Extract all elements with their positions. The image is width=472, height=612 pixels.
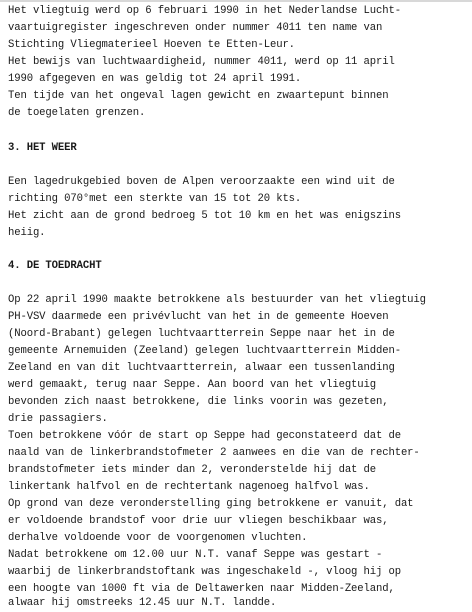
course-line: Zeeland en van dit luchtvaartterrein, alwaar een tussenlanding xyxy=(8,362,395,374)
course-line: (Noord-Brabant) gelegen luchtvaartterrein Seppe naar het in de xyxy=(8,328,395,340)
weather-line: Het zicht aan de grond bedroeg 5 tot 10 km en het was enigszins xyxy=(8,210,401,222)
section-heading-weather: 3. HET WEER xyxy=(8,142,77,154)
intro-line: Ten tijde van het ongeval lagen gewicht en zwaartepunt binnen xyxy=(8,90,389,102)
intro-line: vaartuigregister ingeschreven onder nummer 4011 ten name van xyxy=(8,22,383,34)
course-line: alwaar hij omstreeks 12.45 uur N.T. landde. xyxy=(8,597,277,609)
course-line: brandstofmeter iets minder dan 2, veronderstelde hij dat de xyxy=(8,464,377,476)
course-line: werd gemaakt, terug naar Seppe. Aan boord van het vliegtuig xyxy=(8,379,377,391)
page-top-edge xyxy=(0,0,472,2)
weather-line: richting 070°met een sterkte van 15 tot 20 kts. xyxy=(8,193,302,205)
course-line: Nadat betrokkene om 12.00 uur N.T. vanaf Seppe was gestart - xyxy=(8,549,383,561)
course-line: gemeente Arnemuiden (Zeeland) gelegen luchtvaartterrein Midden- xyxy=(8,345,401,357)
course-line: PH-VSV daarmede een privévlucht van het in de gemeente Hoeven xyxy=(8,311,389,323)
intro-line: de toegelaten grenzen. xyxy=(8,107,146,119)
course-line: een hoogte van 1000 ft via de Deltawerken naar Midden-Zeeland, xyxy=(8,583,395,595)
course-line: drie passagiers. xyxy=(8,413,108,425)
intro-line: Het bewijs van luchtwaardigheid, nummer 4011, werd op 11 april xyxy=(8,56,395,68)
course-line: er voldoende brandstof voor drie uur vliegen beschikbaar was, xyxy=(8,515,389,527)
course-line: Op 22 april 1990 maakte betrokkene als bestuurder van het vliegtuig xyxy=(8,294,426,306)
course-line: derhalve voldoende voor de voorgenomen vluchten. xyxy=(8,532,308,544)
course-line: Op grond van deze veronderstelling ging betrokkene er vanuit, dat xyxy=(8,498,414,510)
intro-line: Het vliegtuig werd op 6 februari 1990 in het Nederlandse Lucht- xyxy=(8,5,401,17)
course-line: linkertank halfvol en de rechtertank nagenoeg halfvol was. xyxy=(8,481,370,493)
intro-line: 1990 afgegeven en was geldig tot 24 april 1991. xyxy=(8,73,302,85)
weather-line: heiig. xyxy=(8,227,46,239)
course-line: waarbij de linkerbrandstoftank was ingeschakeld -, vloog hij op xyxy=(8,566,401,578)
course-line: bevonden zich naast betrokkene, die links voorin was gezeten, xyxy=(8,396,389,408)
weather-line: Een lagedrukgebied boven de Alpen veroorzaakte een wind uit de xyxy=(8,176,395,188)
course-line: Toen betrokkene vóór de start op Seppe had geconstateerd dat de xyxy=(8,430,401,442)
section-heading-course: 4. DE TOEDRACHT xyxy=(8,260,102,272)
intro-line: Stichting Vliegmaterieel Hoeven te Etten-Leur. xyxy=(8,39,295,51)
course-line: naald van de linkerbrandstofmeter 2 aanwees en die van de rechter- xyxy=(8,447,420,459)
